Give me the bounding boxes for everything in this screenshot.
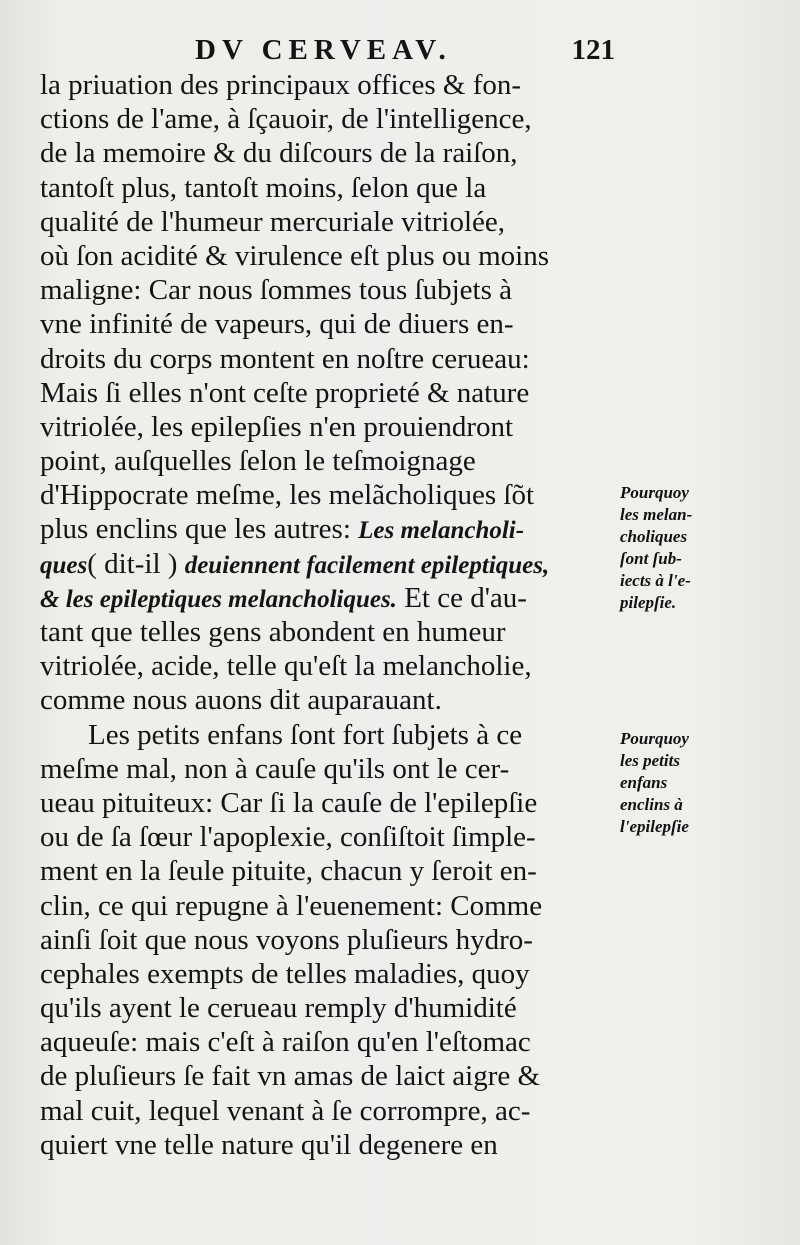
text-line: clin, ce qui repugne à l'euenement: Comme	[40, 889, 543, 922]
text-line: vitriolée, les epilepſies n'en prouiendront	[40, 410, 514, 443]
text-line: meſme mal, non à cauſe qu'ils ont le cer-	[40, 752, 510, 785]
margin-note-line: l'epilepſie	[620, 817, 689, 836]
text-line: aqueuſe: mais c'eſt à raiſon qu'en l'eſtomac	[40, 1026, 531, 1059]
text-line: d'Hippocrate meſme, les melãcholiques ſõt	[40, 479, 535, 512]
text-line: mal cuit, lequel venant à ſe corrompre, ac-	[40, 1094, 531, 1127]
text-line: ueau pituiteux: Car ſi la cauſe de l'epilepſie	[40, 786, 538, 819]
margin-note-line: enfans	[620, 773, 668, 792]
quotation-italic: ques	[40, 551, 88, 579]
quotation-italic: Les melancholi-	[358, 517, 525, 545]
text-line: droits du corps montent en noſtre cerueau:	[40, 342, 530, 375]
margin-note-line: iects à l'e-	[620, 571, 691, 590]
margin-note-line: choliques	[620, 527, 688, 546]
text-line: vne infinité de vapeurs, qui de diuers en-	[40, 308, 514, 341]
text-line: cephales exempts de telles maladies, quoy	[40, 957, 530, 990]
text-line: où ſon acidité & virulence eſt plus ou moins	[40, 239, 550, 272]
margin-note-line: ſont ſub-	[620, 549, 682, 568]
text-segment: plus enclins que les autres:	[40, 513, 359, 546]
margin-note-line: Pourquoy	[620, 729, 689, 748]
margin-note-line: les petits	[620, 751, 680, 770]
paragraph-start-line: Les petits enfans ſont fort ſubjets à ce	[88, 718, 523, 751]
margin-note-line: les melan-	[620, 505, 693, 524]
text-line: tant que telles gens abondent en humeur	[40, 616, 506, 648]
text-line: de pluſieurs ſe fait vn amas de laict aigre &	[40, 1060, 541, 1093]
text-line	[40, 581, 625, 615]
text-line	[40, 547, 625, 581]
margin-note-line: enclins à	[620, 795, 683, 814]
quotation-italic: & les epileptiques melancholiques.	[40, 585, 397, 613]
page-number: 121	[571, 34, 615, 66]
body-text	[40, 68, 625, 1162]
text-line: ainſi ſoit que nous voyons pluſieurs hydro-	[40, 923, 533, 956]
text-line: point, auſquelles ſelon le teſmoignage	[40, 445, 476, 478]
text-line	[40, 512, 625, 546]
text-line: vitriolée, acide, telle qu'eſt la melancholie,	[40, 650, 532, 683]
text-segment: Et ce d'au-	[396, 581, 527, 614]
text-line: maligne: Car nous ſommes tous ſubjets à	[40, 274, 513, 307]
text-line: Mais ſi elles n'ont ceſte proprieté & nature	[40, 376, 530, 409]
text-line: quiert vne telle nature qu'il degenere en	[40, 1128, 498, 1161]
margin-note-line: Pourquoy	[620, 483, 689, 502]
text-line: comme nous auons dit auparauant.	[40, 684, 442, 717]
margin-note-children-epilepsy	[620, 728, 795, 838]
text-line: ou de ſa ſœur l'apoplexie, conſiſtoit ſimple-	[40, 821, 536, 854]
text-line: ment en la ſeule pituite, chacun y ſeroit en-	[40, 855, 537, 888]
running-head-title: DV CERVEAV.	[195, 34, 452, 66]
text-line: ctions de l'ame, à ſçauoir, de l'intelligence,	[40, 103, 532, 136]
text-segment: ( dit-il )	[87, 547, 185, 580]
margin-note-epilepsy-melancholics	[620, 482, 795, 614]
text-line: tantoſt plus, tantoſt moins, ſelon que la	[40, 171, 487, 204]
quotation-italic: deuiennent facilement epileptiques,	[184, 551, 550, 579]
margin-note-line: pilepſie.	[620, 593, 677, 612]
text-line: qu'ils ayent le cerueau remply d'humidité	[40, 992, 517, 1025]
text-line: la priuation des principaux offices & fon-	[40, 69, 522, 101]
text-line: qualité de l'humeur mercuriale vitriolée,	[40, 205, 506, 238]
text-line: de la memoire & du diſcours de la raiſon,	[40, 137, 518, 170]
